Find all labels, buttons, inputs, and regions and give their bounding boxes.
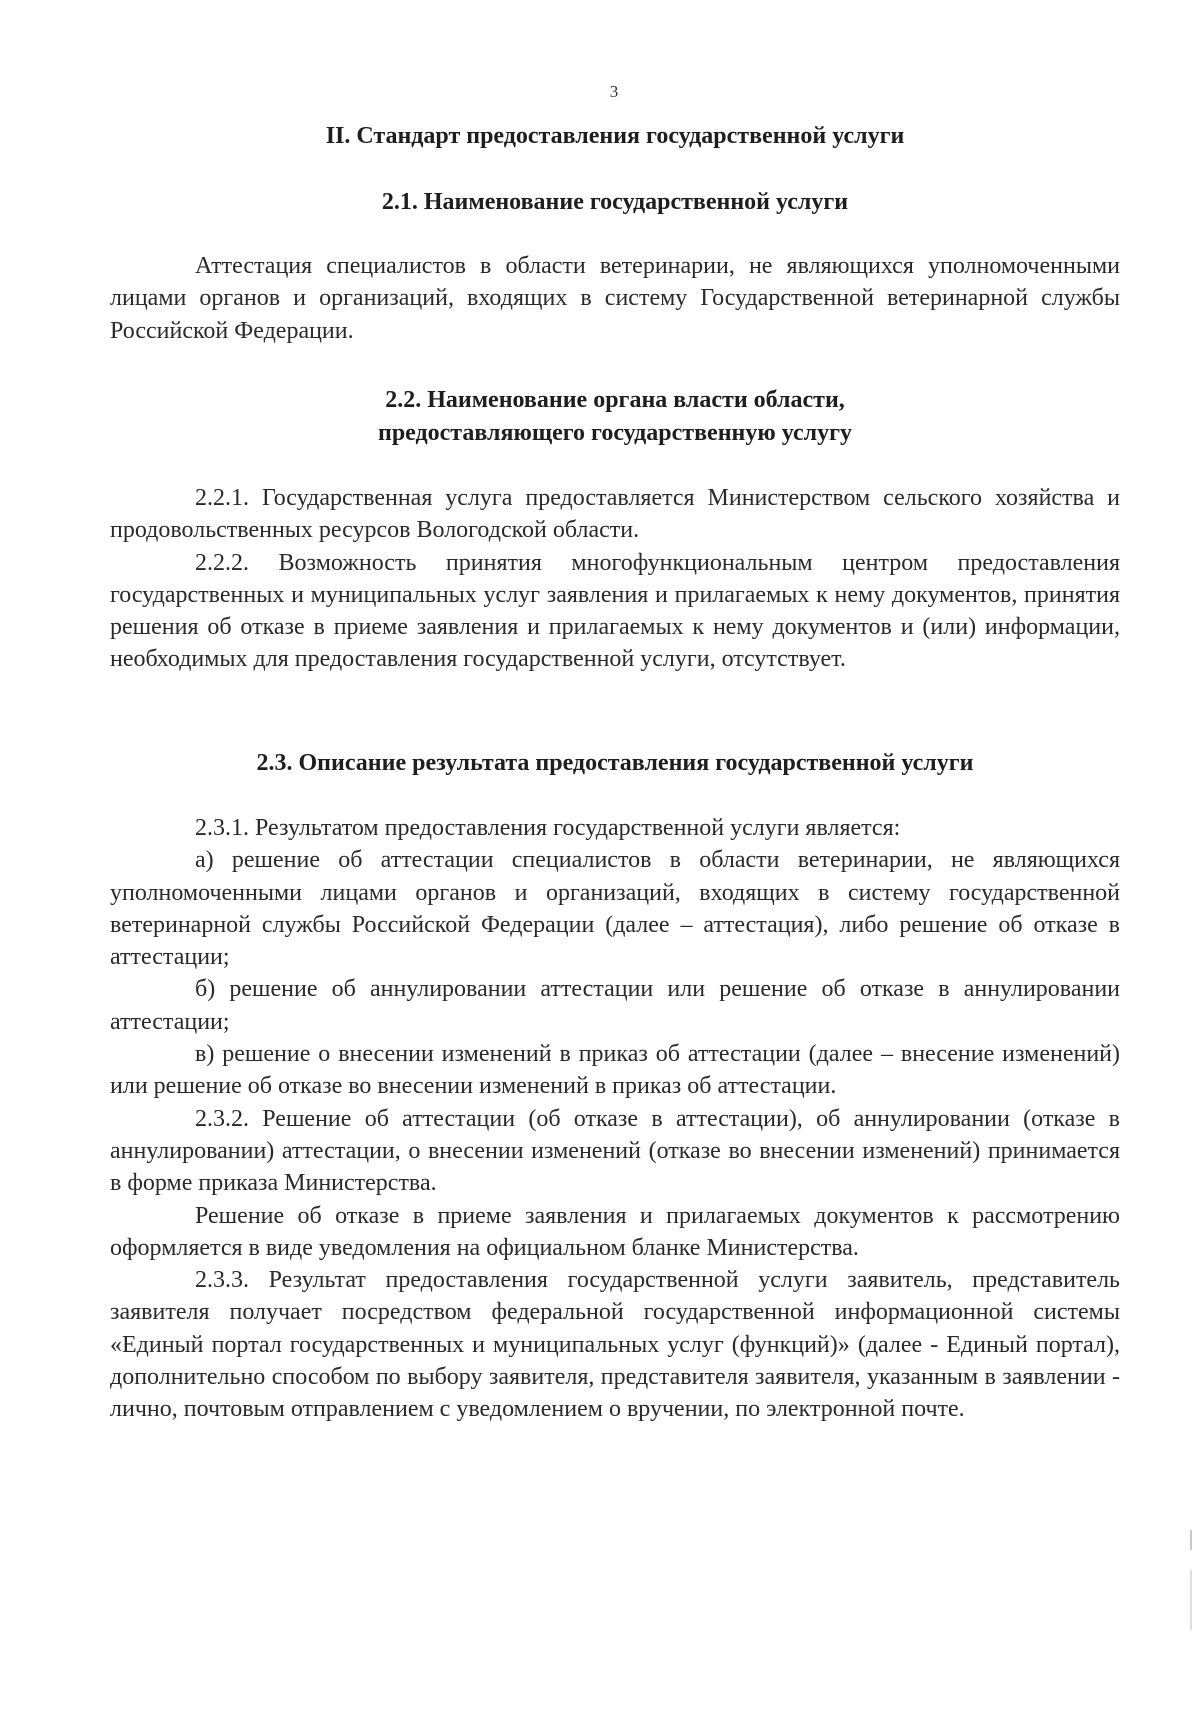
paragraph-2-2-1: 2.2.1. Государственная услуга предоставляется Министерством сельского хозяйства и продовольственных ресурсов Вологодской области. [110,485,1120,544]
paragraph: Аттестация специалистов в области ветеринарии, не являющихся уполномоченными лицами органов и организаций, входящих в систему Государственной ветеринарной службы Российской Федерации. [110,253,1120,344]
section-2-2-body [110,482,1120,676]
heading-2-3: 2.3. Описание результата предоставления государственной услуги [256,750,974,776]
section-2-3-body [110,812,1120,1426]
scan-artifact [1190,1570,1192,1630]
paragraph-2-3-1: 2.3.1. Результатом предоставления государственной услуги является: [195,815,901,841]
paragraph-2-2-2: 2.2.2. Возможность принятия многофункциональным центром предоставления государственных и муниципальных услуг заявления и прилагаемых к нему документов, принятия решения об отказе в приеме заявления и прилагаемых к нему документов и (или) информации, необходимых для предоставления государственной услуги, отсутствует. [110,549,1120,673]
paragraph-refusal: Решение об отказе в приеме заявления и прилагаемых документов к рассмотрению оформляется в виде уведомления на официальном бланке Министерства. [110,1202,1120,1261]
paragraph-2-3-2: 2.3.2. Решение об аттестации (об отказе в аттестации), об аннулировании (отказе в аннулировании) аттестации, о внесении изменений (отказе во внесении изменений) принимается в форме приказа Министерства. [110,1105,1120,1197]
paragraph-item-b: б) решение об аннулировании аттестации или решение об отказе в аннулировании аттестации; [110,976,1120,1035]
section-2-1-body [110,250,1120,347]
page-number: 3 [609,82,619,101]
heading-2-2-line2: предоставляющего государственную услугу [378,420,852,446]
section-title: II. Стандарт предоставления государственной услуги [325,123,905,149]
scan-artifact [1190,1530,1192,1550]
paragraph-item-v: в) решение о внесении изменений в приказ об аттестации (далее – внесение изменений) или решение об отказе во внесении изменений в приказ об аттестации. [110,1041,1120,1100]
heading-2-2-line1: 2.2. Наименование органа власти области, [385,387,845,413]
paragraph-item-a: а) решение об аттестации специалистов в области ветеринарии, не являющихся уполномоченными лицами органов и организаций, входящих в систему государственной ветеринарной службы Российской Федерации (далее – аттестация), либо решение об отказе в аттестации; [110,847,1120,971]
heading-2-1: 2.1. Наименование государственной услуги [381,189,849,215]
paragraph-2-3-3: 2.3.3. Результат предоставления государственной услуги заявитель, представитель заявителя получает посредством федеральной государственной информационной системы «Единый портал государственных и муниципальных услуг (функций)» (далее - Единый портал), дополнительно способом по выбору заявителя, представителя заявителя, указанным в заявлении - лично, почтовым отправлением с уведомлением о вручении, по электронной почте. [110,1267,1120,1423]
